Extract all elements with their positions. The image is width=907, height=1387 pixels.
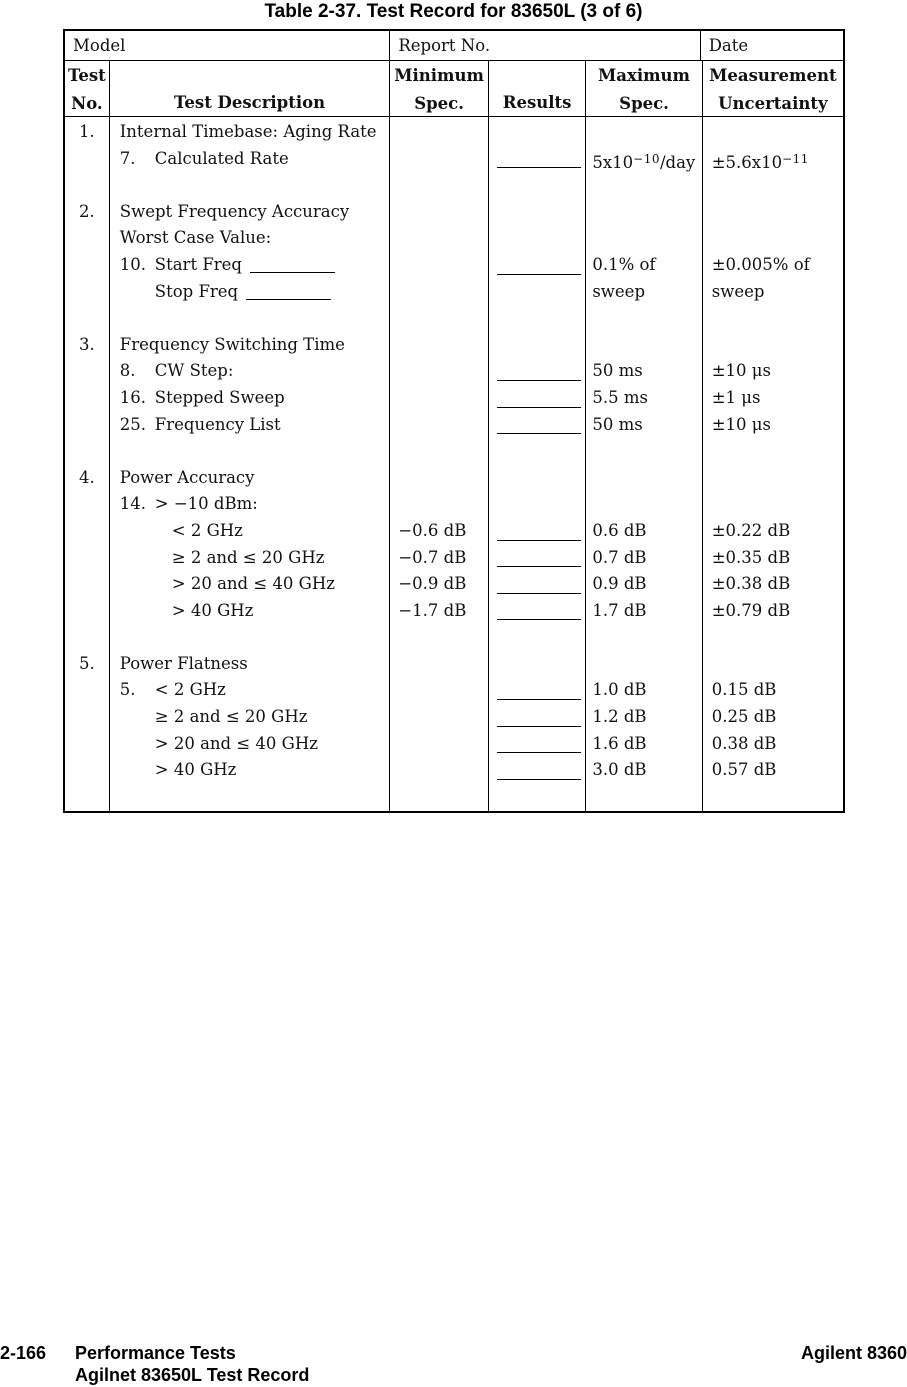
fill-in-blank[interactable] bbox=[250, 259, 335, 273]
description-cell bbox=[110, 677, 390, 704]
spacer-line bbox=[586, 172, 701, 199]
results-cell bbox=[489, 199, 586, 226]
measurement-uncertainty-cell bbox=[703, 491, 843, 518]
table-body bbox=[65, 117, 843, 811]
test-no-cell bbox=[65, 385, 109, 412]
spacer-line bbox=[586, 438, 701, 465]
spacer-line bbox=[489, 624, 586, 651]
description-text: < 2 GHz bbox=[171, 520, 243, 540]
body-column-results bbox=[489, 117, 587, 811]
measurement-uncertainty-cell: ±10 μs bbox=[711, 361, 771, 381]
test-no-cell bbox=[65, 757, 109, 784]
spacer-line bbox=[65, 624, 109, 651]
measurement-uncertainty-cell: sweep bbox=[711, 281, 765, 301]
column-header-text bbox=[110, 61, 390, 88]
description-cell bbox=[110, 225, 390, 252]
column-header-maximum-spec bbox=[586, 61, 702, 116]
test-no-cell bbox=[65, 491, 109, 518]
description-text: ≥ 2 and ≤ 20 GHz bbox=[171, 547, 325, 567]
fill-in-blank[interactable] bbox=[246, 286, 331, 300]
report-no-field[interactable]: Report No. bbox=[390, 31, 700, 60]
body-column-maximum-spec bbox=[586, 117, 702, 811]
maximum-spec-cell: 3.0 dB bbox=[592, 760, 647, 780]
measurement-uncertainty-cell: 0.38 dB bbox=[711, 733, 777, 753]
measurement-uncertainty-cell: 0.15 dB bbox=[711, 680, 777, 700]
description-text: Worst Case Value: bbox=[119, 228, 272, 248]
description-cell bbox=[110, 757, 390, 784]
maximum-spec-cell bbox=[586, 465, 701, 492]
results-blank-line[interactable] bbox=[497, 274, 581, 275]
minimum-spec-cell bbox=[390, 491, 488, 518]
description-text: Stepped Sweep bbox=[154, 387, 285, 407]
test-no-cell bbox=[65, 518, 109, 545]
column-header-text: Uncertainty bbox=[718, 94, 828, 113]
results-cell bbox=[489, 385, 586, 412]
description-cell bbox=[110, 358, 390, 385]
minimum-spec-cell bbox=[390, 199, 488, 226]
spacer-line bbox=[110, 624, 390, 651]
maximum-spec-cell: $5x10^{-10}$/day bbox=[592, 151, 696, 172]
info-row bbox=[65, 31, 843, 61]
test-no-cell bbox=[65, 279, 109, 306]
column-header-text: Spec. bbox=[414, 94, 464, 113]
measurement-uncertainty-cell: $\pm 5.6x10^{-11}$ bbox=[711, 151, 809, 172]
column-header-description bbox=[110, 61, 391, 116]
body-column-measurement-uncertainty bbox=[703, 117, 843, 811]
description-text: > 40 GHz bbox=[154, 760, 237, 780]
spacer-line bbox=[390, 624, 488, 651]
results-cell bbox=[489, 465, 586, 492]
minimum-spec-cell: −1.7 dB bbox=[398, 600, 467, 620]
minimum-spec-cell bbox=[390, 252, 488, 279]
description-text: Internal Timebase: Aging Rate bbox=[119, 122, 377, 141]
minimum-spec-cell bbox=[390, 385, 488, 412]
measurement-uncertainty-cell bbox=[703, 651, 843, 678]
results-blank-line[interactable] bbox=[497, 593, 581, 594]
results-cell bbox=[489, 518, 586, 545]
results-blank-line[interactable] bbox=[497, 566, 581, 567]
results-blank-line[interactable] bbox=[497, 540, 581, 541]
results-blank-line[interactable] bbox=[497, 726, 581, 727]
description-cell bbox=[110, 545, 390, 572]
results-cell bbox=[489, 571, 586, 598]
results-blank-line[interactable] bbox=[497, 619, 581, 620]
table-title: Table 2-37. Test Record for 83650L (3 of 6) bbox=[264, 1, 643, 22]
results-cell bbox=[489, 491, 586, 518]
measurement-uncertainty-cell: ±10 μs bbox=[711, 414, 771, 434]
spacer-line bbox=[110, 305, 390, 332]
minimum-spec-cell bbox=[390, 677, 488, 704]
maximum-spec-cell bbox=[586, 199, 701, 226]
results-cell bbox=[489, 358, 586, 385]
maximum-spec-cell bbox=[586, 491, 701, 518]
test-no-cell bbox=[65, 545, 109, 572]
results-blank-line[interactable] bbox=[497, 380, 581, 381]
description-text: Frequency List bbox=[154, 414, 281, 434]
description-text: < 2 GHz bbox=[154, 680, 226, 700]
description-cell bbox=[110, 199, 390, 226]
spacer-line bbox=[703, 305, 843, 332]
results-blank-line[interactable] bbox=[497, 407, 581, 408]
test-no-cell bbox=[65, 412, 109, 439]
minimum-spec-cell bbox=[390, 731, 488, 758]
column-header-measurement-uncertainty bbox=[703, 61, 843, 116]
description-cell bbox=[110, 119, 390, 146]
page-footer bbox=[0, 1342, 907, 1386]
footer-chapter-title: Performance Tests bbox=[75, 1343, 236, 1363]
results-cell bbox=[489, 332, 586, 359]
test-no-cell bbox=[65, 146, 109, 173]
spacer-line bbox=[65, 438, 109, 465]
spacer-line bbox=[703, 438, 843, 465]
description-cell bbox=[110, 704, 390, 731]
results-cell bbox=[489, 412, 586, 439]
description-cell bbox=[110, 412, 390, 439]
minimum-spec-cell: −0.9 dB bbox=[398, 574, 467, 594]
footer-product-name: Agilent 8360 bbox=[800, 1343, 907, 1363]
measurement-uncertainty-cell bbox=[703, 199, 843, 226]
model-field[interactable]: Model bbox=[65, 31, 390, 60]
maximum-spec-cell: 1.0 dB bbox=[592, 680, 647, 700]
minimum-spec-cell bbox=[390, 651, 488, 678]
description-text: Stop Freq bbox=[154, 281, 239, 301]
test-no-cell bbox=[65, 571, 109, 598]
maximum-spec-cell: sweep bbox=[592, 281, 646, 301]
results-blank-line[interactable] bbox=[497, 433, 581, 434]
measurement-uncertainty-cell: 0.25 dB bbox=[711, 707, 777, 727]
results-cell bbox=[489, 146, 586, 173]
column-header-text: Measurement bbox=[709, 66, 837, 85]
test-no-cell bbox=[65, 704, 109, 731]
minimum-spec-cell bbox=[390, 465, 488, 492]
footer-section-title: Agilnet 83650L Test Record bbox=[75, 1365, 310, 1385]
description-text: > −10 dBm: bbox=[154, 494, 258, 514]
description-text: Power Flatness bbox=[119, 653, 248, 673]
spacer-line bbox=[390, 172, 488, 199]
spacer-line bbox=[110, 438, 390, 465]
minimum-spec-cell bbox=[390, 332, 488, 359]
measurement-uncertainty-cell: ±0.005% of bbox=[711, 254, 810, 274]
column-header-text: Maximum bbox=[598, 66, 691, 85]
minimum-spec-cell bbox=[390, 119, 488, 146]
results-blank-line[interactable] bbox=[497, 752, 581, 753]
results-cell bbox=[489, 252, 586, 279]
maximum-spec-cell: 50 ms bbox=[592, 361, 643, 381]
description-cell bbox=[110, 571, 390, 598]
maximum-spec-cell: 0.7 dB bbox=[592, 547, 647, 567]
test-no-cell: 2. bbox=[79, 201, 95, 221]
results-cell bbox=[489, 119, 586, 146]
item-number: 7. bbox=[119, 148, 136, 168]
minimum-spec-cell bbox=[390, 279, 488, 306]
description-cell bbox=[110, 518, 390, 545]
date-field[interactable]: Date bbox=[708, 36, 749, 55]
body-column-test-no bbox=[65, 117, 110, 811]
item-number: 16. bbox=[119, 387, 147, 407]
column-header-text: Test bbox=[67, 66, 106, 85]
results-cell bbox=[489, 225, 586, 252]
maximum-spec-cell bbox=[586, 651, 701, 678]
results-blank-line[interactable] bbox=[497, 779, 581, 780]
measurement-uncertainty-cell bbox=[703, 225, 843, 252]
maximum-spec-cell: 0.6 dB bbox=[592, 520, 647, 540]
footer-left-block bbox=[75, 1342, 907, 1386]
test-no-cell: 1. bbox=[79, 122, 95, 141]
spacer-line bbox=[65, 305, 109, 332]
item-number: 8. bbox=[119, 361, 136, 381]
minimum-spec-cell: −0.7 dB bbox=[398, 547, 467, 567]
item-number: 25. bbox=[119, 414, 147, 434]
results-blank-line[interactable] bbox=[497, 167, 581, 168]
measurement-uncertainty-cell bbox=[703, 119, 843, 146]
column-header-minimum-spec bbox=[390, 61, 489, 116]
item-number: 5. bbox=[119, 680, 136, 700]
description-text: CW Step: bbox=[154, 361, 234, 381]
results-cell bbox=[489, 651, 586, 678]
measurement-uncertainty-cell bbox=[703, 332, 843, 359]
results-cell bbox=[489, 677, 586, 704]
column-header-text: Minimum bbox=[394, 66, 484, 85]
test-no-cell: 4. bbox=[79, 467, 95, 487]
results-blank-line[interactable] bbox=[497, 699, 581, 700]
maximum-spec-cell: 0.1% of bbox=[592, 254, 656, 274]
maximum-spec-cell bbox=[586, 225, 701, 252]
test-no-cell bbox=[65, 677, 109, 704]
test-no-cell: 3. bbox=[79, 334, 95, 354]
minimum-spec-cell: −0.6 dB bbox=[398, 520, 467, 540]
column-header-text: Test Description bbox=[174, 93, 326, 112]
minimum-spec-cell bbox=[390, 358, 488, 385]
item-number: 10. bbox=[119, 254, 147, 274]
description-cell bbox=[110, 465, 390, 492]
measurement-uncertainty-cell: ±0.22 dB bbox=[711, 520, 791, 540]
measurement-uncertainty-cell: ±1 μs bbox=[711, 387, 761, 407]
spacer-line bbox=[586, 305, 701, 332]
spacer-line bbox=[703, 172, 843, 199]
column-header-text: Spec. bbox=[619, 94, 669, 113]
spacer-line bbox=[489, 438, 586, 465]
description-cell bbox=[110, 279, 390, 306]
results-cell bbox=[489, 731, 586, 758]
column-header-results bbox=[489, 61, 587, 116]
description-text: > 40 GHz bbox=[171, 600, 254, 620]
results-cell bbox=[489, 279, 586, 306]
description-text: Calculated Rate bbox=[154, 148, 289, 168]
column-header-text: No. bbox=[71, 94, 103, 113]
description-text: Power Accuracy bbox=[119, 467, 255, 487]
results-cell bbox=[489, 598, 586, 625]
minimum-spec-cell bbox=[390, 225, 488, 252]
description-text: Start Freq bbox=[154, 254, 242, 274]
description-text: > 20 and ≤ 40 GHz bbox=[171, 574, 335, 594]
maximum-spec-cell bbox=[586, 119, 701, 146]
description-text: Frequency Switching Time bbox=[119, 334, 345, 354]
maximum-spec-cell: 1.6 dB bbox=[592, 733, 647, 753]
description-cell bbox=[110, 385, 390, 412]
body-column-description bbox=[110, 117, 391, 811]
maximum-spec-cell: 5.5 ms bbox=[592, 387, 648, 407]
column-header-test-no bbox=[65, 61, 110, 116]
measurement-uncertainty-cell: ±0.35 dB bbox=[711, 547, 791, 567]
maximum-spec-cell: 1.2 dB bbox=[592, 707, 647, 727]
description-cell bbox=[110, 332, 390, 359]
maximum-spec-cell bbox=[586, 332, 701, 359]
minimum-spec-cell bbox=[390, 757, 488, 784]
measurement-uncertainty-cell bbox=[703, 465, 843, 492]
body-column-minimum-spec bbox=[390, 117, 489, 811]
minimum-spec-cell bbox=[390, 704, 488, 731]
description-cell bbox=[110, 651, 390, 678]
spacer-line bbox=[110, 172, 390, 199]
maximum-spec-cell: 0.9 dB bbox=[592, 574, 647, 594]
spacer-line bbox=[586, 624, 701, 651]
results-cell bbox=[489, 757, 586, 784]
description-cell bbox=[110, 146, 390, 173]
page-number: 2-166 bbox=[0, 1343, 47, 1363]
minimum-spec-cell bbox=[390, 412, 488, 439]
spacer-line bbox=[489, 172, 586, 199]
description-cell bbox=[110, 598, 390, 625]
description-cell bbox=[110, 252, 390, 279]
test-record-table bbox=[63, 29, 845, 813]
measurement-uncertainty-cell: ±0.38 dB bbox=[711, 574, 791, 594]
spacer-line bbox=[390, 305, 488, 332]
spacer-line bbox=[390, 438, 488, 465]
description-cell bbox=[110, 731, 390, 758]
maximum-spec-cell: 1.7 dB bbox=[592, 600, 647, 620]
measurement-uncertainty-cell: ±0.79 dB bbox=[711, 600, 791, 620]
results-cell bbox=[489, 545, 586, 572]
test-no-cell bbox=[65, 598, 109, 625]
column-header-row bbox=[65, 61, 843, 117]
description-text: Swept Frequency Accuracy bbox=[119, 201, 350, 221]
spacer-line bbox=[65, 172, 109, 199]
maximum-spec-cell: 50 ms bbox=[592, 414, 643, 434]
test-no-cell: 5. bbox=[79, 653, 95, 673]
test-no-cell bbox=[65, 358, 109, 385]
column-header-text bbox=[489, 61, 586, 88]
description-text: ≥ 2 and ≤ 20 GHz bbox=[154, 707, 308, 727]
test-no-cell bbox=[65, 225, 109, 252]
column-header-text: Results bbox=[502, 93, 572, 112]
description-cell bbox=[110, 491, 390, 518]
measurement-uncertainty-cell: 0.57 dB bbox=[711, 760, 777, 780]
spacer-line bbox=[703, 624, 843, 651]
test-no-cell bbox=[65, 731, 109, 758]
item-number: 14. bbox=[119, 494, 147, 514]
test-no-cell bbox=[65, 252, 109, 279]
results-cell bbox=[489, 704, 586, 731]
minimum-spec-cell bbox=[390, 146, 488, 173]
description-text: > 20 and ≤ 40 GHz bbox=[154, 733, 318, 753]
spacer-line bbox=[489, 305, 586, 332]
